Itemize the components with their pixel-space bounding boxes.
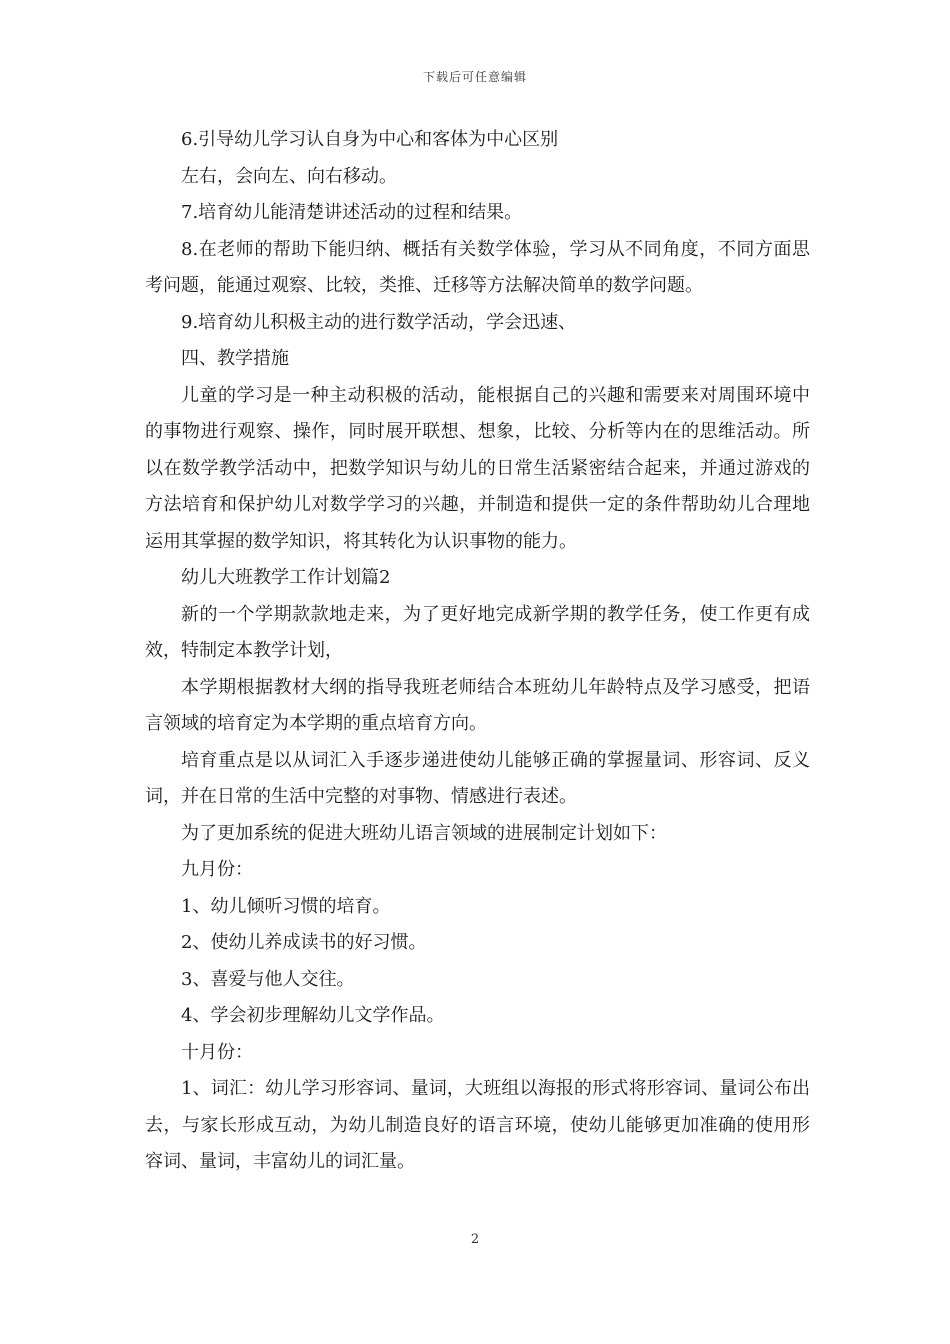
month-heading: 九月份： xyxy=(181,859,253,880)
page-header: 下载后可任意编辑 xyxy=(422,70,527,84)
page-number: 2 xyxy=(470,1232,480,1247)
list-item: 4、学会初步理解幼儿文学作品。 xyxy=(181,1005,445,1026)
paragraph: 儿童的学习是一种主动积极的活动，能根据自己的兴趣和需要来对周围环境中的事物进行观察、操作，同时展开联想、想象，比较、分析等内在的思维活动。所以在数学教学活动中，把数学知识与幼儿的日常生活紧密结合起来，并通过游戏的方法培育和保护幼儿对数学学习的兴趣，并制造和提供一定的条件帮助幼儿合理地运用其掌握的数学知识，将其转化为认识事物的能力。 xyxy=(145,384,810,552)
month-heading: 十月份： xyxy=(181,1041,253,1063)
paragraph: 9.培育幼儿积极主动的进行数学活动，学会迅速、 xyxy=(181,311,577,333)
section-heading: 幼儿大班教学工作计划篇2 xyxy=(181,567,391,588)
paragraph: 左右，会向左、向右移动。 xyxy=(181,165,397,187)
paragraph: 为了更加系统的促进大班幼儿语言领域的进展制定计划如下： xyxy=(181,822,667,844)
list-item: 3、喜爱与他人交往。 xyxy=(181,968,355,990)
list-item: 1、幼儿倾听习惯的培育。 xyxy=(181,895,391,917)
list-item: 2、使幼儿养成读书的好习惯。 xyxy=(181,932,427,953)
paragraph: 7.培育幼儿能清楚讲述活动的过程和结果。 xyxy=(181,202,523,223)
paragraph: 本学期根据教材大纲的指导我班老师结合本班幼儿年龄特点及学习感受，把语言领域的培育定为本学期的重点培育方向。 xyxy=(145,676,810,734)
paragraph: 6.引导幼儿学习认自身为中心和客体为中心区别 xyxy=(181,129,559,150)
paragraph: 新的一个学期款款地走来，为了更好地完成新学期的教学任务，使工作更有成效，特制定本教学计划， xyxy=(145,603,810,661)
paragraph: 8.在老师的帮助下能归纳、概括有关数学体验，学习从不同角度，不同方面思考问题，能通过观察、比较，类推、迁移等方法解决简单的数学问题。 xyxy=(145,238,810,296)
section-heading: 四、教学措施 xyxy=(181,348,289,369)
document-body xyxy=(145,122,810,1181)
list-item: 1、词汇：幼儿学习形容词、量词，大班组以海报的形式将形容词、量词公布出去，与家长形成互动，为幼儿制造良好的语言环境，使幼儿能够更加准确的使用形容词、量词，丰富幼儿的词汇量。 xyxy=(145,1078,810,1172)
paragraph: 培育重点是以从词汇入手逐步递进使幼儿能够正确的掌握量词、形容词、反义词，并在日常的生活中完整的对事物、情感进行表述。 xyxy=(145,749,810,807)
